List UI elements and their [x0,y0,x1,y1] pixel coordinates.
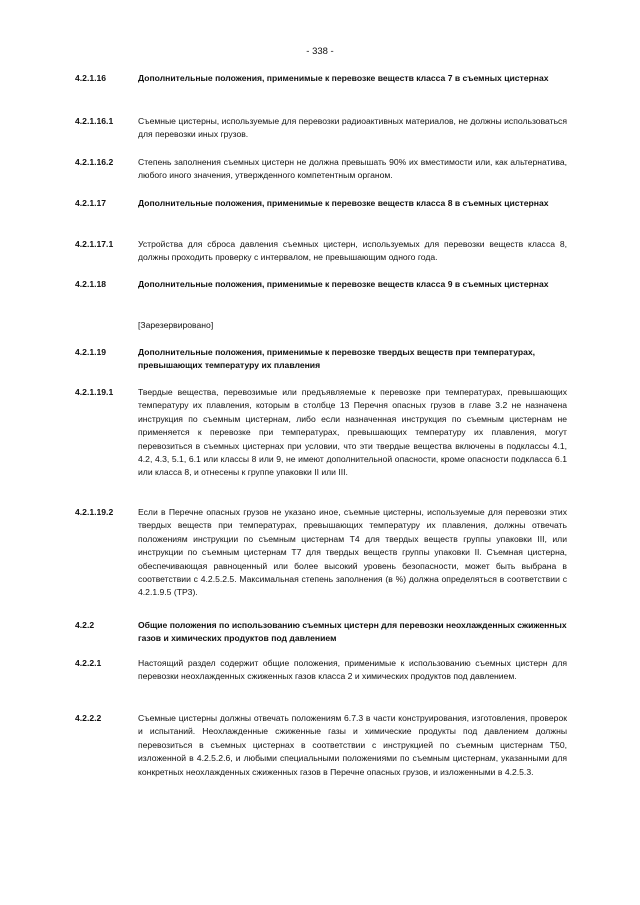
section-heading: Дополнительные положения, применимые к перевозке веществ класса 8 в съемных цистернах [138,198,549,208]
paragraph-number: 4.2.1.17.1 [75,239,114,249]
paragraph-number: 4.2.1.19.2 [75,507,114,517]
section-4-2-1-17 [75,197,567,210]
paragraph-number: 4.2.1.19.1 [75,387,114,397]
section-heading: Дополнительные положения, применимые к перевозке веществ класса 9 в съемных цистернах [138,279,549,289]
paragraph-4-2-1-19-2 [75,506,567,600]
section-number: 4.2.1.17 [75,198,107,208]
paragraph-4-2-1-19-1 [75,386,567,480]
paragraph-4-2-1-16-2 [75,156,567,183]
paragraph-text: Съемные цистерны, используемые для перевозки радиоактивных материалов, не должны использоваться для перевозки иных грузов. [138,116,567,140]
section-4-2-1-18 [75,278,567,291]
paragraph-text: [Зарезервировано] [138,320,214,330]
section-heading: Дополнительные положения, применимые к перевозке веществ класса 7 в съемных цистернах [138,73,549,83]
section-4-2-2 [75,619,567,646]
section-4-2-1-16 [75,72,567,85]
section-4-2-1-19 [75,346,567,373]
paragraph-number: 4.2.1.16.2 [75,157,114,167]
paragraph-number: 4.2.2.1 [75,658,102,668]
paragraph-4-2-1-16-1 [75,115,567,142]
section-number: 4.2.1.16 [75,73,107,83]
paragraph-text: Твердые вещества, перевозимые или предъявляемые к перевозке при температурах, превышающих температуру их плавления, которым в столбце 13 Перечня опасных грузов в главе 3.2 не назначена инструкция по съемным цистернам, либо если назначенная инструкция по съемным цистернам не применяется к перевозке при температурах, превышающих температуру их плавления, могут перевозиться в съемных цистернах при условии, что эти твердые вещества включены в подклассы 4.1, 4.2, 4.3, 5.1, 6.1 или классы 8 или 9, не имеют дополнительной опасности, кроме опасности подкласса 6.1 или класса 8, и отнесены к группе упаковки II или III. [138,387,567,478]
page-number: - 338 - [306,46,334,57]
paragraph-number: 4.2.2.2 [75,713,102,723]
paragraph-text: Съемные цистерны должны отвечать положениям 6.7.3 в части конструирования, изготовления, проверок и испытаний. Неохлажденные сжиженные газы и химические продукты под давлением должны перевозиться в съемных цистернах в соответствии с инструкцией по съемным цистернам T50, изложенной в 4.2.5.2.6, и любыми специальными положениями по съемным цистернам, указанными для конкретных неохлажденных сжиженных газов в Перечне опасных грузов, и изложенными в 4.2.5.3. [138,713,567,777]
section-heading: Дополнительные положения, применимые к перевозке твердых веществ при температурах, превышающих температуру их плавления [138,347,536,371]
paragraph-4-2-2-1 [75,657,567,684]
section-number: 4.2.1.18 [75,279,107,289]
paragraph-text: Степень заполнения съемных цистерн не должна превышать 90% их вместимости или, как альтернатива, любого иного значения, утвержденного компетентным органом. [138,157,567,181]
section-number: 4.2.2 [75,620,95,630]
paragraph-reserved [75,319,567,332]
section-number: 4.2.1.19 [75,347,107,357]
section-heading: Общие положения по использованию съемных цистерн для перевозки неохлажденных сжиженных газов и химических продуктов под давлением [138,620,567,644]
paragraph-4-2-1-17-1 [75,238,567,265]
paragraph-4-2-2-2 [75,712,567,779]
paragraph-text: Настоящий раздел содержит общие положения, применимые к использованию съемных цистерн для перевозки неохлажденных сжиженных газов класса 2 и химических продуктов под давлением. [138,658,567,682]
paragraph-text: Устройства для сброса давления съемных цистерн, используемых для перевозки веществ класса 8, должны проходить проверку с интервалом, не превышающим одного года. [138,239,567,263]
paragraph-text: Если в Перечне опасных грузов не указано иное, съемные цистерны, используемые для перевозки этих твердых веществ при температурах, превышающих температуру их плавления, должны отвечать положениям инструкции по съемным цистернам T4 для твердых веществ группы упаковки III, или инструкции по съемным цистернам T7 для твердых веществ группы упаковки II. Съемная цистерна, обеспечивающая равноценный или более высокий уровень безопасности, может быть выбрана в соответствии с 4.2.5.2.5. Максимальная степень заполнения (в %) должна определяться в соответствии с 4.2.1.9.5 (TP3). [138,507,567,598]
paragraph-number: 4.2.1.16.1 [75,116,114,126]
